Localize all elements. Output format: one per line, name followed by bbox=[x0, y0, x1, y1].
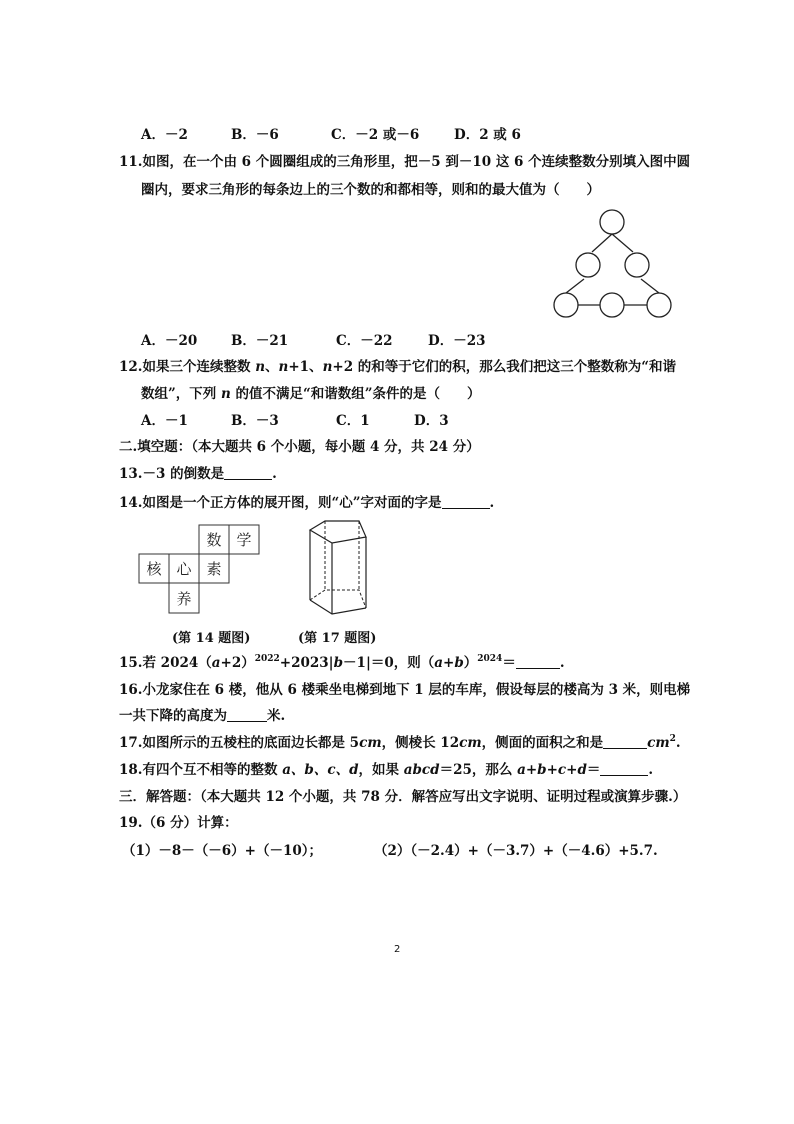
net-cell-su: 素 bbox=[206, 560, 222, 578]
q19-title: 19.（6 分）计算： bbox=[119, 815, 238, 831]
net-cell-shu: 数 bbox=[206, 531, 222, 549]
circle-bottom-right bbox=[647, 293, 671, 317]
circle-top bbox=[600, 210, 624, 234]
q13-answer-blank bbox=[224, 465, 272, 480]
q16-line1: 16.小龙家住在 6 楼，他从 6 楼乘坐电梯到地下 1 层的车库，假设每层的楼高为 3 米，则电梯 bbox=[119, 682, 691, 698]
q14: 14.如图是一个正方体的展开图，则“心”字对面的字是 . bbox=[119, 495, 495, 511]
q11-option-b: B．－21 bbox=[231, 333, 289, 349]
q12-line1: 12.如果三个连续整数 n、n+1、n+2 的和等于它们的积，那么我们把这三个整数称为“和谐 bbox=[119, 359, 677, 375]
triangle-circles-figure bbox=[548, 204, 676, 320]
q10-option-c: C．－2 或－6 bbox=[331, 127, 420, 143]
q10-option-d: D．2 或 6 bbox=[454, 127, 521, 143]
q13: 13.－3 的倒数是 . bbox=[119, 466, 277, 482]
q12-line2: 数组”，下列 n 的值不满足“和谐数组”条件的是（ ） bbox=[141, 386, 481, 402]
q15-answer-blank bbox=[516, 654, 560, 669]
net-cell-he: 核 bbox=[146, 560, 162, 578]
q17: 17.如图所示的五棱柱的底面边长都是 5cm，侧棱长 12cm，侧面的面积之和是 $cm^2$. bbox=[119, 734, 681, 751]
circle-bottom-left bbox=[554, 293, 578, 317]
q18-answer-blank bbox=[600, 761, 648, 776]
q10-option-b: B．－6 bbox=[231, 127, 279, 143]
section2-heading: 二.填空题：（本大题共 6 个小题，每小题 4 分，共 24 分） bbox=[119, 439, 480, 455]
q11-option-d: D．－23 bbox=[428, 333, 486, 349]
circle-mid-left bbox=[576, 253, 600, 277]
q18: 18.有四个互不相等的整数 a、b、c、d，如果 abcd＝25，那么 a+b+c+d＝ . bbox=[119, 762, 654, 778]
caption-fig14: (第 14 题图) bbox=[172, 631, 251, 646]
q12-option-c: C．1 bbox=[336, 413, 370, 429]
net-cell-xue: 学 bbox=[236, 531, 252, 549]
page-number: 2 bbox=[394, 944, 401, 955]
q11-line1: 11.如图，在一个由 6 个圆圈组成的三角形里，把－5 到－10 这 6 个连续整数分别填入图中圆 bbox=[119, 154, 691, 170]
q11-option-a: A．－20 bbox=[141, 333, 198, 349]
q12-option-a: A．－1 bbox=[141, 413, 188, 429]
q11-option-c: C．－22 bbox=[336, 333, 393, 349]
section3-heading: 三．解答题：（本大题共 12 个小题，共 78 分．解答应写出文字说明、证明过程或演算步骤.） bbox=[119, 789, 687, 805]
q16-line2: 一共下降的高度为 米. bbox=[119, 708, 286, 724]
cube-net-figure bbox=[138, 524, 260, 616]
q11-line2: 圈内，要求三角形的每条边上的三个数的和都相等，则和的最大值为（ ） bbox=[141, 182, 600, 198]
pentagonal-prism-figure bbox=[300, 518, 370, 620]
circle-mid-right bbox=[625, 253, 649, 277]
circle-bottom-middle bbox=[600, 293, 624, 317]
q17-answer-blank bbox=[603, 734, 647, 749]
caption-fig17: (第 17 题图) bbox=[298, 631, 377, 646]
q10-option-a: A．－2 bbox=[141, 127, 188, 143]
net-cell-xin: 心 bbox=[176, 560, 192, 578]
q19-part2: （2）（－2.4）+（－3.7）+（－4.6）+5.7. bbox=[374, 843, 658, 859]
q19-part1: （1）－8－（－6）+（－10）； bbox=[122, 843, 323, 859]
q12-option-d: D．3 bbox=[414, 413, 449, 429]
q15: 15.若 $2024(a+2)^{2022}+2023|b-1|=0$，则$(a+b)^{2024}=$ . bbox=[119, 654, 565, 671]
q14-answer-blank bbox=[442, 494, 490, 509]
net-cell-yang: 养 bbox=[176, 590, 192, 608]
q16-answer-blank bbox=[227, 707, 267, 722]
q12-option-b: B．－3 bbox=[231, 413, 279, 429]
